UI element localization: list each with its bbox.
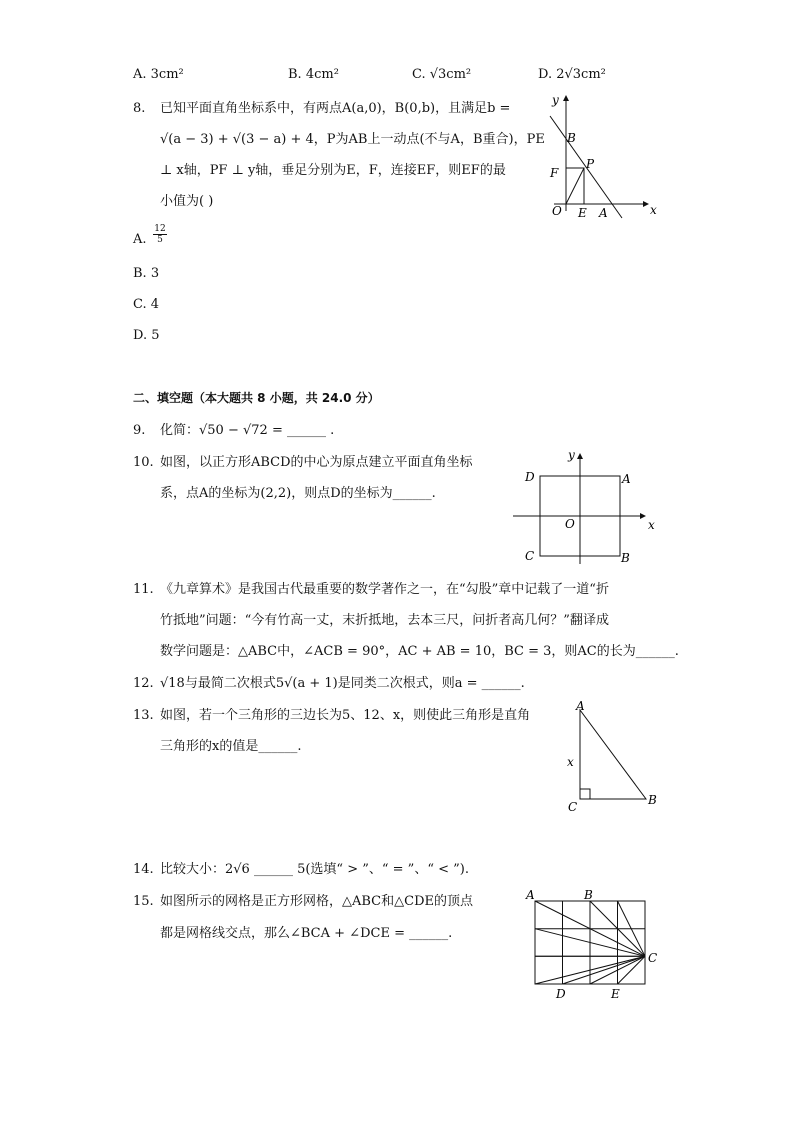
label-d: D: [556, 987, 566, 1001]
q8-option-d-text: 5: [151, 328, 160, 343]
fraction-numerator: 12: [154, 224, 166, 234]
q11-line-1: 《九章算术》是我国古代最重要的数学著作之一，在“勾股”章中记载了一道“折: [160, 582, 609, 597]
q11-line-2: 竹抵地”问题：“今有竹高一丈，末折抵地，去本三尺，问折者高几何？”翻译成: [160, 613, 609, 628]
q7-option-c: C. √3cm²: [412, 67, 472, 82]
q8-line-2: √(a − 3) + √(3 − a) + 4，P为AB上一动点(不与A，B重合)，PE: [160, 132, 545, 147]
label-p: P: [586, 157, 595, 171]
q15-figure: [522, 884, 662, 1004]
label-b: B: [648, 793, 657, 807]
q13-line-1: 如图，若一个三角形的三边长为5、12、x，则使此三角形是直角: [160, 708, 531, 723]
q13-line-2: 三角形的x的值是______.: [160, 739, 302, 754]
q12-number: 12.: [133, 676, 154, 691]
q8-option-c-letter: C.: [133, 297, 147, 312]
section-title: 二、填空题（本大题共 8 小题，共 24.0 分）: [133, 391, 380, 405]
q8-option-c: [133, 297, 159, 313]
q8-line-1: 已知平面直角坐标系中，有两点A(a,0)，B(0,b)，且满足b =: [160, 101, 511, 116]
label-c: C: [568, 800, 578, 814]
q8-option-b-letter: B.: [133, 266, 147, 281]
q8-option-a-letter: A.: [133, 232, 147, 247]
label-d: D: [525, 470, 535, 484]
fraction-denominator: 5: [157, 235, 163, 245]
label-x: x: [648, 518, 655, 532]
q10-line-2: 系，点A的坐标为(2,2)，则点D的坐标为______.: [160, 486, 436, 501]
q11-line-3: 数学问题是：△ABC中，∠ACB = 90°，AC + AB = 10，BC = 3，则AC的长为______.: [160, 644, 679, 659]
q8-figure: [540, 88, 665, 223]
q8-number: 8.: [133, 101, 146, 116]
q7-option-d: D. 2√3cm²: [538, 67, 606, 82]
label-y: y: [552, 93, 559, 107]
segment-ef: [566, 168, 584, 204]
right-angle-mark: [580, 789, 590, 799]
label-b: B: [567, 131, 576, 145]
label-x: x: [650, 203, 657, 217]
segment-dc: [563, 956, 646, 984]
label-b: B: [584, 888, 593, 902]
q8-line-4: 小值为( ): [160, 194, 214, 209]
q15-number: 15.: [133, 894, 154, 909]
label-o: O: [552, 204, 562, 218]
q10-line-1: 如图，以正方形ABCD的中心为原点建立平面直角坐标: [160, 455, 473, 470]
q11-number: 11.: [133, 582, 154, 597]
q10-figure: [510, 446, 660, 568]
label-f: F: [550, 166, 559, 180]
label-e: E: [611, 987, 620, 1001]
label-y: y: [568, 448, 575, 462]
label-b: B: [621, 551, 630, 565]
q10-number: 10.: [133, 455, 154, 470]
label-e: E: [578, 206, 587, 220]
label-c: C: [648, 951, 658, 965]
q15-line-1: 如图所示的网格是正方形网格，△ABC和△CDE的顶点: [160, 894, 473, 909]
q8-option-a-fraction: [153, 224, 167, 245]
label-a: A: [622, 472, 631, 486]
q7-option-b: B. 4cm²: [288, 67, 339, 82]
q8-option-d-letter: D.: [133, 328, 148, 343]
q8-option-d: [133, 328, 160, 344]
q8-line-3: ⊥ x轴，PF ⊥ y轴，垂足分别为E，F，连接EF，则EF的最: [160, 163, 506, 178]
label-a: A: [576, 699, 585, 713]
q15-line-2: 都是网格线交点，那么∠BCA + ∠DCE = ______.: [160, 926, 453, 941]
label-c: C: [525, 549, 535, 563]
q14-text: 比较大小：2√6 ______ 5(选填“ > ”、“ = ”、“ < ”).: [160, 862, 469, 877]
q13-number: 13.: [133, 708, 154, 723]
label-a: A: [599, 206, 608, 220]
q9-number: 9.: [133, 423, 146, 438]
q9-text: 化简：√50 − √72 = ______ .: [160, 423, 335, 438]
label-o: O: [565, 517, 575, 531]
q7-option-a: A. 3cm²: [133, 67, 184, 82]
right-triangle-abc: [580, 710, 646, 799]
q8-option-b-text: 3: [150, 266, 160, 281]
label-x: x: [567, 755, 574, 769]
q14-number: 14.: [133, 862, 154, 877]
q8-option-c-text: 4: [150, 297, 160, 312]
q12-text: √18与最简二次根式5√(a + 1)是同类二次根式，则a = ______.: [160, 676, 525, 691]
q13-figure: [560, 698, 665, 818]
q8-option-b: [133, 266, 159, 282]
label-a: A: [526, 888, 535, 902]
